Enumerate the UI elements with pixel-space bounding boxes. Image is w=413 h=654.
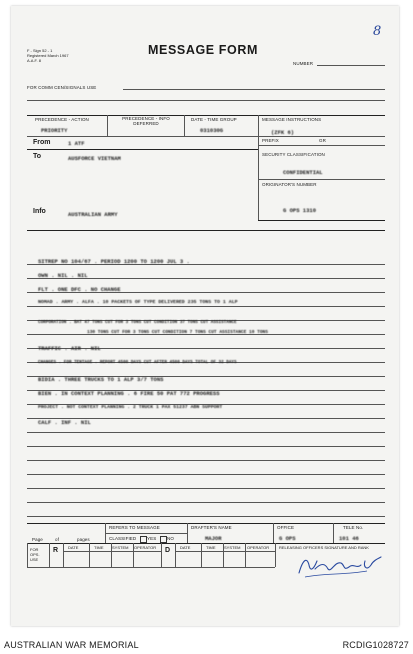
d-system-label: SYSTEM <box>224 545 241 550</box>
dtg-value: 031030G <box>200 127 224 134</box>
tele-label: TELE No. <box>343 525 364 530</box>
releasing-officer-label: RELEASING OFFICERS SIGNATURE AND RANK <box>279 545 369 550</box>
r-time-label: TIME <box>94 545 104 550</box>
precedence-action-value: PRIORITY <box>41 127 68 134</box>
footer-institution: AUSTRALIAN WAR MEMORIAL <box>4 640 139 650</box>
prefix-label: PREFIX <box>262 138 279 143</box>
info-value: AUSTRALIAN ARMY <box>68 211 118 218</box>
to-value: AUSFORCE VIETNAM <box>68 155 121 162</box>
message-instructions-label: MESSAGE INSTRUCTIONS <box>262 117 322 122</box>
originators-number-value: G OPS 1310 <box>283 207 317 214</box>
d-operator-label: OPERATOR <box>247 545 270 550</box>
message-line-5: CORPORATION . BAT 47 TONS CUT FOR 3 TONS CUT CONDITION 37 TONS CUT ASSISTANCE <box>38 320 237 325</box>
classified-label: CLASSIFIED <box>109 536 137 541</box>
form-title: MESSAGE FORM <box>148 43 258 57</box>
r-label: R <box>53 547 59 554</box>
message-line-6: 130 TONS CUT FOR 3 TONS CUT CONDITION 7 TONS CUT ASSISTANCE 10 TONS <box>87 330 268 335</box>
d-label: D <box>165 547 171 554</box>
message-line-2: OWN . NIL . NIL <box>38 272 88 279</box>
to-label: To <box>33 153 42 160</box>
instructions-value: (ZFK 6) <box>271 129 295 136</box>
drafter-value: MAJOR <box>205 535 222 542</box>
info-label: Info <box>33 208 46 215</box>
comm-cen-label: FOR COMM CEN/SIGNALS USE <box>27 85 97 90</box>
message-line-10: BIEN . IN CONTEXT PLANNING . 6 FIRE 50 PAT 772 PROGRESS <box>38 390 220 397</box>
message-line-12: CALF . INF . NIL <box>38 419 91 426</box>
r-date-label: DATE <box>68 545 79 550</box>
date-time-group-label: DATE - TIME GROUP <box>191 117 237 122</box>
page-label: Page <box>32 537 43 542</box>
r-operator-label: OPERATOR <box>134 545 157 550</box>
classified-yes-checkbox <box>140 536 147 543</box>
classified-no-checkbox <box>160 536 167 543</box>
d-time-label: TIME <box>206 545 216 550</box>
office-value: G OPS <box>279 535 296 542</box>
pages-label: pages <box>77 537 90 542</box>
form-meta-2: Registered March 1967 <box>27 53 69 58</box>
precedence-info-label: PRECEDENCE - INFO DEFERRED <box>122 116 170 126</box>
message-line-1: SITREP NO 104/67 . PERIOD 1200 TO 1200 JUL 3 . <box>38 258 190 265</box>
message-line-4: NOMAD . ARMY . ALFA . 10 PACKETS OF TYPE DELIVERED 235 TONS TO 1 ALP <box>38 300 238 305</box>
form-meta-3: A.A.F. 8 <box>27 58 42 63</box>
security-classification-label: SECURITY CLASSIFICATION <box>262 152 325 157</box>
office-label: OFFICE <box>277 525 295 530</box>
originators-number-label: ORIGINATOR'S NUMBER <box>262 182 317 187</box>
form-meta-1: F - Sign 52 - 1 <box>27 48 53 53</box>
d-date-label: DATE <box>180 545 191 550</box>
tele-value: 101 46 <box>339 535 359 542</box>
message-line-7: TRAFFIC . AIR . NIL <box>38 345 101 352</box>
precedence-action-label: PRECEDENCE - ACTION <box>35 117 89 122</box>
message-line-9: BIDIA . THREE TRUCKS TO 1 ALP 3/7 TONS <box>38 376 164 383</box>
from-value: 1 ATF <box>68 140 85 147</box>
refers-to-message-label: REFERS TO MESSAGE <box>109 525 160 530</box>
for-ops-use-label: FOR OPS. USE <box>30 547 40 562</box>
message-line-11: PROJECT . NOT CONTEXT PLANNING . 2 TRUCK 1 PAX 51237 ABN SUPPORT <box>38 405 223 410</box>
no-label: NO <box>167 536 174 541</box>
gr-label: GR <box>319 138 326 143</box>
message-line-8: CHANGES . FOR TENTAGE . REPORT 4500 DAYS CUT AFTER 4500 DAYS TOTAL OF 32 DAYS <box>38 360 237 365</box>
releasing-officer-signature <box>295 551 385 581</box>
footer-record-id: RCDIG1028727 <box>342 640 409 650</box>
drafters-name-label: DRAFTER'S NAME <box>191 525 232 530</box>
handwritten-page-number: 8 <box>373 24 382 39</box>
yes-label: YES <box>147 536 157 541</box>
message-line-3: FLT . ONE DFC . NO CHANGE <box>38 286 121 293</box>
security-classification-value: CONFIDENTIAL <box>283 169 323 176</box>
r-system-label: SYSTEM <box>112 545 129 550</box>
message-form-sheet <box>11 6 399 626</box>
number-label: NUMBER <box>293 61 314 66</box>
from-label: From <box>33 139 51 146</box>
of-label: of <box>55 537 59 542</box>
